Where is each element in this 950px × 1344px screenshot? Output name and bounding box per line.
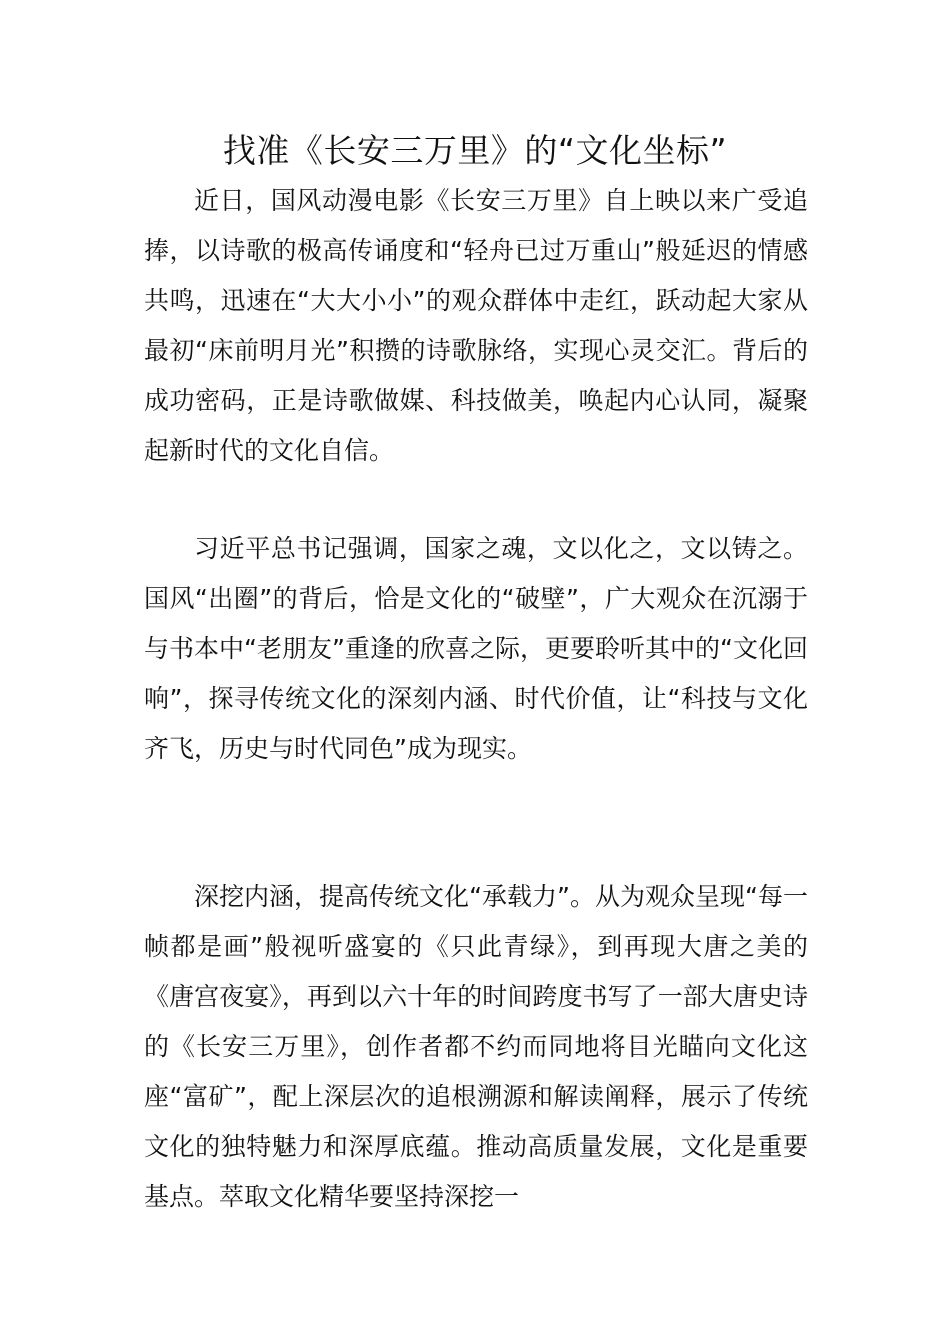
paragraph-3: 深挖内涵，提高传统文化“承载力”。从为观众呈现“每一帧都是画”般视听盛宴的《只此青绿》，到再现大唐之美的《唐宫夜宴》，再到以六十年的时间跨度书写了一部大唐史诗的《长安三万里》，创作者都不约而同地将目光瞄向文化这座“富矿”，配上深层次的追根溯源和解读阐释，展示了传统文化的独特魅力和深厚底蕴。推动高质量发展，文化是重要基点。萃取文化精华要坚持深挖一 xyxy=(144,882,808,1211)
paragraph-1: 近日，国风动漫电影《长安三万里》自上映以来广受追捧，以诗歌的极高传诵度和“轻舟已过万重山”般延迟的情感共鸣，迅速在“大大小小”的观众群体中走红，跃动起大家从最初“床前明月光”积攒的诗歌脉络，实现心灵交汇。背后的成功密码，正是诗歌做媒、科技做美，唤起内心认同，凝聚起新时代的文化自信。 xyxy=(144,186,808,465)
document-title: 找准《长安三万里》的“文化坐标” xyxy=(222,131,728,170)
paragraph-2: 习近平总书记强调，国家之魂，文以化之，文以铸之。国风“出圈”的背后，恰是文化的“破壁”，广大观众在沉溺于与书本中“老朋友”重逢的欣喜之际，更要聆听其中的“文化回响”，探寻传统文化的深刻内涵、时代价值，让“科技与文化齐飞，历史与时代同色”成为现实。 xyxy=(144,534,808,763)
